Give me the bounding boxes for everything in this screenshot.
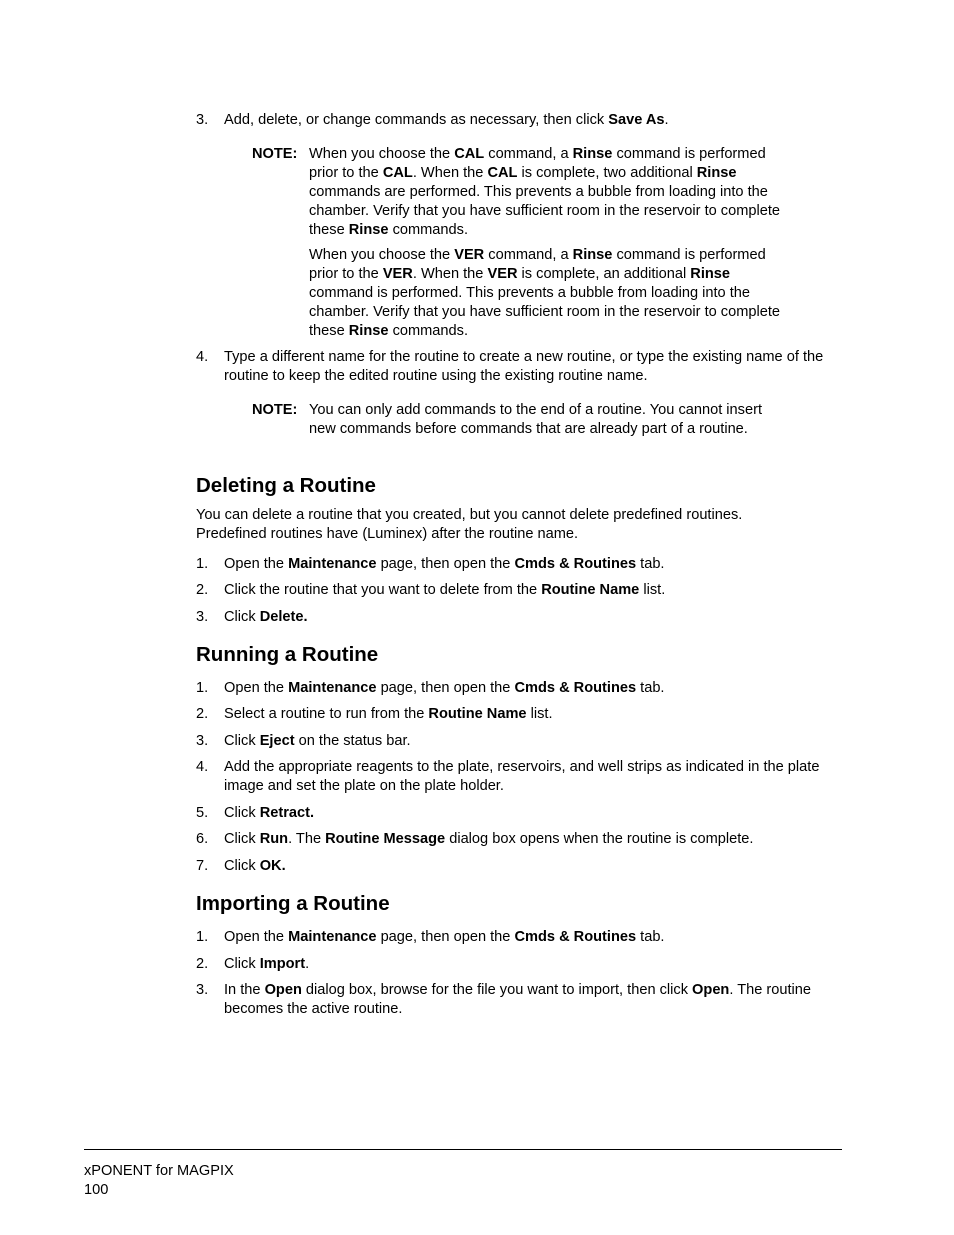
- step-text: In the Open dialog box, browse for the file you want to import, then click Open. The routine becomes the active routine.: [224, 982, 812, 1017]
- bold-term: CAL: [382, 165, 413, 181]
- note-paragraph: You can only add commands to the end of a routine. You cannot insert new commands before commands that are already part of a routine.: [309, 402, 762, 437]
- bold-term: Rinse: [348, 222, 389, 238]
- list-number: 1.: [196, 556, 209, 572]
- step-text: Click the routine that you want to delete from the Routine Name list.: [224, 582, 666, 598]
- note-label: NOTE:: [252, 402, 298, 418]
- list-number: 4.: [196, 349, 209, 365]
- bold-term: CAL: [487, 165, 518, 181]
- bold-term: CAL: [454, 146, 485, 162]
- list-number: 6.: [196, 831, 209, 847]
- bold-term: Cmds & Routines: [514, 929, 637, 945]
- bold-term: Import: [259, 956, 306, 972]
- bold-term: Rinse: [572, 247, 613, 263]
- list-number: 3.: [196, 112, 209, 128]
- bold-term: Maintenance: [288, 680, 377, 696]
- bold-term: VER: [454, 247, 485, 263]
- bold-term: Maintenance: [288, 556, 377, 572]
- step-text: Click OK.: [224, 858, 286, 874]
- bold-term: Run: [259, 831, 289, 847]
- list-number: 1.: [196, 680, 209, 696]
- bold-term: Rinse: [348, 323, 389, 339]
- step-text: Open the Maintenance page, then open the Cmds & Routines tab.: [224, 680, 665, 696]
- bold-term: Maintenance: [288, 929, 377, 945]
- note-paragraph: When you choose the VER command, a Rinse command is performed prior to the VER. When the VER is complete, an additional Rinse command is performed. This prevents a bubble from loading into the chamber. Verify that you have sufficient room in the reservoir to complete these Rinse commands.: [309, 247, 781, 339]
- list-number: 3.: [196, 733, 209, 749]
- list-number: 2.: [196, 956, 209, 972]
- section-heading-running: Running a Routine: [196, 643, 379, 666]
- list-number: 7.: [196, 858, 209, 874]
- step-text: Add, delete, or change commands as necessary, then click Save As.: [224, 112, 669, 128]
- step-text: Add the appropriate reagents to the plate, reservoirs, and well strips as indicated in the plate image and set the plate on the plate holder.: [224, 759, 820, 794]
- bold-term: Rinse: [696, 165, 737, 181]
- list-number: 5.: [196, 805, 209, 821]
- note-label: NOTE:: [252, 146, 298, 162]
- bold-term: OK.: [259, 858, 286, 874]
- step-text: Click Eject on the status bar.: [224, 733, 411, 749]
- step-text: Click Import.: [224, 956, 310, 972]
- list-number: 3.: [196, 609, 209, 625]
- step-text: Click Run. The Routine Message dialog box opens when the routine is complete.: [224, 831, 754, 847]
- bold-term: Rinse: [690, 266, 731, 282]
- bold-term: VER: [382, 266, 413, 282]
- bold-term: VER: [487, 266, 518, 282]
- bold-term: Eject: [259, 733, 295, 749]
- bold-term: Cmds & Routines: [514, 680, 637, 696]
- bold-term: Cmds & Routines: [514, 556, 637, 572]
- section-intro: You can delete a routine that you created, but you cannot delete predefined routines. Predefined routines have (Luminex) after the routine name.: [196, 507, 743, 542]
- list-number: 2.: [196, 706, 209, 722]
- bold-term: Delete.: [259, 609, 308, 625]
- bold-term: Routine Name: [428, 706, 527, 722]
- step-text: Click Delete.: [224, 609, 308, 625]
- list-number: 3.: [196, 982, 209, 998]
- footer-divider: [84, 1149, 842, 1150]
- step-text: Click Retract.: [224, 805, 315, 821]
- list-number: 4.: [196, 759, 209, 775]
- bold-term: Open: [264, 982, 302, 998]
- step-text: Open the Maintenance page, then open the Cmds & Routines tab.: [224, 556, 665, 572]
- bold-term: Retract.: [259, 805, 315, 821]
- step-text: Select a routine to run from the Routine Name list.: [224, 706, 553, 722]
- step-text: Open the Maintenance page, then open the Cmds & Routines tab.: [224, 929, 665, 945]
- bold-term: Open: [692, 982, 730, 998]
- section-heading-deleting: Deleting a Routine: [196, 474, 376, 497]
- list-number: 1.: [196, 929, 209, 945]
- section-heading-importing: Importing a Routine: [196, 892, 390, 915]
- footer-title: xPONENT for MAGPIX: [84, 1163, 234, 1179]
- bold-term: Rinse: [572, 146, 613, 162]
- page-number: 100: [84, 1182, 109, 1198]
- bold-term: Save As: [608, 112, 665, 128]
- bold-term: Routine Message: [325, 831, 446, 847]
- list-number: 2.: [196, 582, 209, 598]
- note-paragraph: When you choose the CAL command, a Rinse command is performed prior to the CAL. When the CAL is complete, two additional Rinse commands are performed. This prevents a bubble from loading into the chamber. Verify that you have sufficient room in the reservoir to complete these Rinse commands.: [309, 146, 781, 238]
- step-text: Type a different name for the routine to create a new routine, or type the existing name of the routine to keep the edited routine using the existing routine name.: [224, 349, 824, 384]
- bold-term: Routine Name: [541, 582, 640, 598]
